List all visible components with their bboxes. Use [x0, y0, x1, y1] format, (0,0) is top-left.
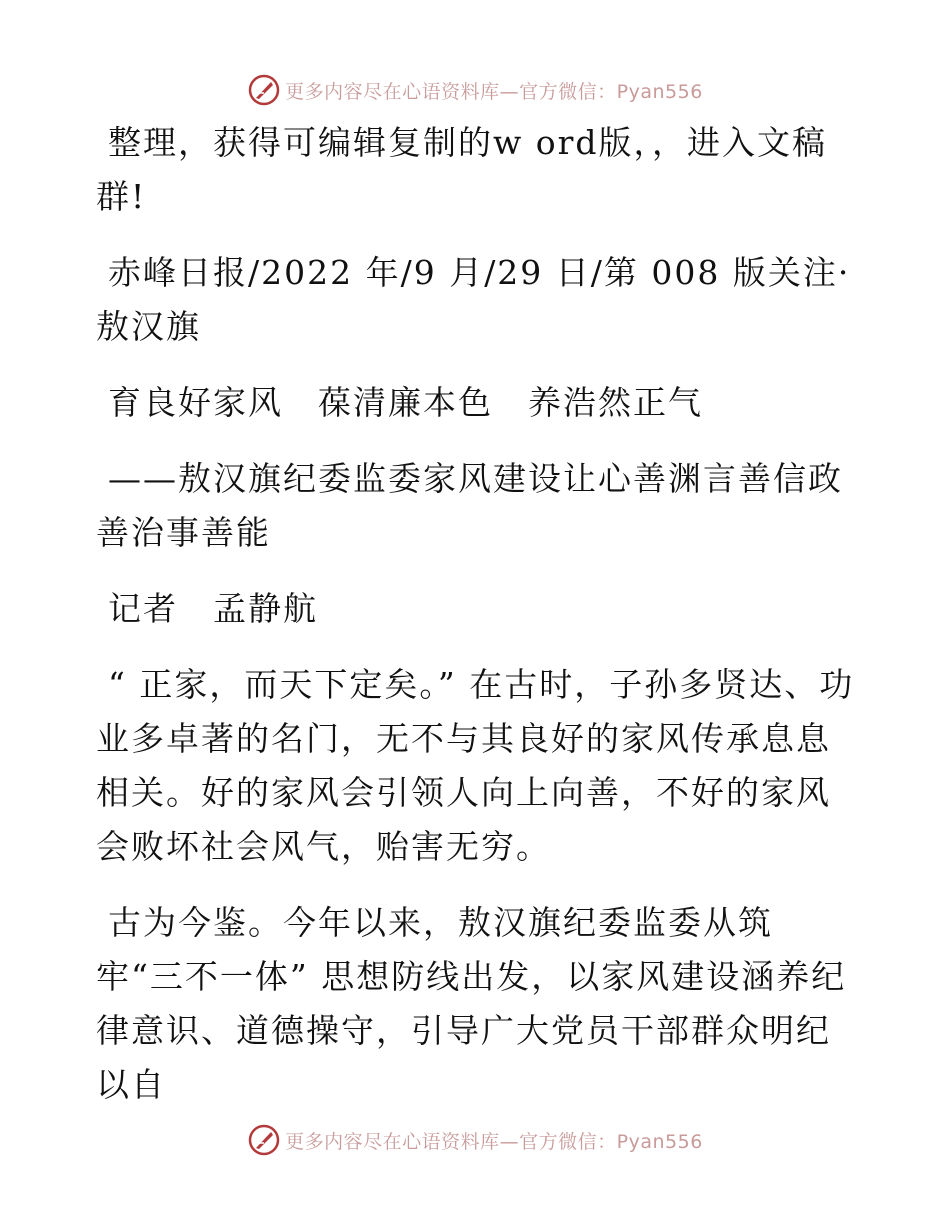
- document-body: [96, 116, 856, 1134]
- footer-watermark: [0, 1120, 950, 1160]
- watermark-text: 更多内容尽在心语资料库—官方微信：Pyan556: [285, 1130, 703, 1153]
- body-paragraph: “ 正家，而天下定矣。” 在古时，子孙多贤达、功业多卓著的名门，无不与其良好的家风传承息息相关。好的家风会引领人向上向善，不好的家风会败坏社会风气，贻害无穷。: [96, 665, 855, 866]
- subheadline: ——敖汉旗纪委监委家风建设让心善渊言善信政善治事善能: [96, 459, 843, 552]
- intro-paragraph: 整理，获得可编辑复制的w ord版，，进入文稿群!: [96, 123, 828, 216]
- headline: 育良好家风 葆清廉本色 养浩然正气: [108, 383, 703, 422]
- body-paragraph: 古为今鉴。今年以来，敖汉旗纪委监委从筑牢“三不一体” 思想防线出发，以家风建设涵养纪律意识、道德操守，引导广大党员干部群众明纪以自: [96, 903, 847, 1104]
- byline: 记者 孟静航: [108, 589, 318, 628]
- quill-logo-icon: [247, 1123, 281, 1157]
- quill-logo-icon: [247, 73, 281, 107]
- watermark-text: 更多内容尽在心语资料库—官方微信：Pyan556: [285, 80, 703, 103]
- header-watermark: [0, 70, 950, 110]
- source-line: 赤峰日报/2022 年/9 月/29 日/第 008 版关注·敖汉旗: [96, 253, 851, 346]
